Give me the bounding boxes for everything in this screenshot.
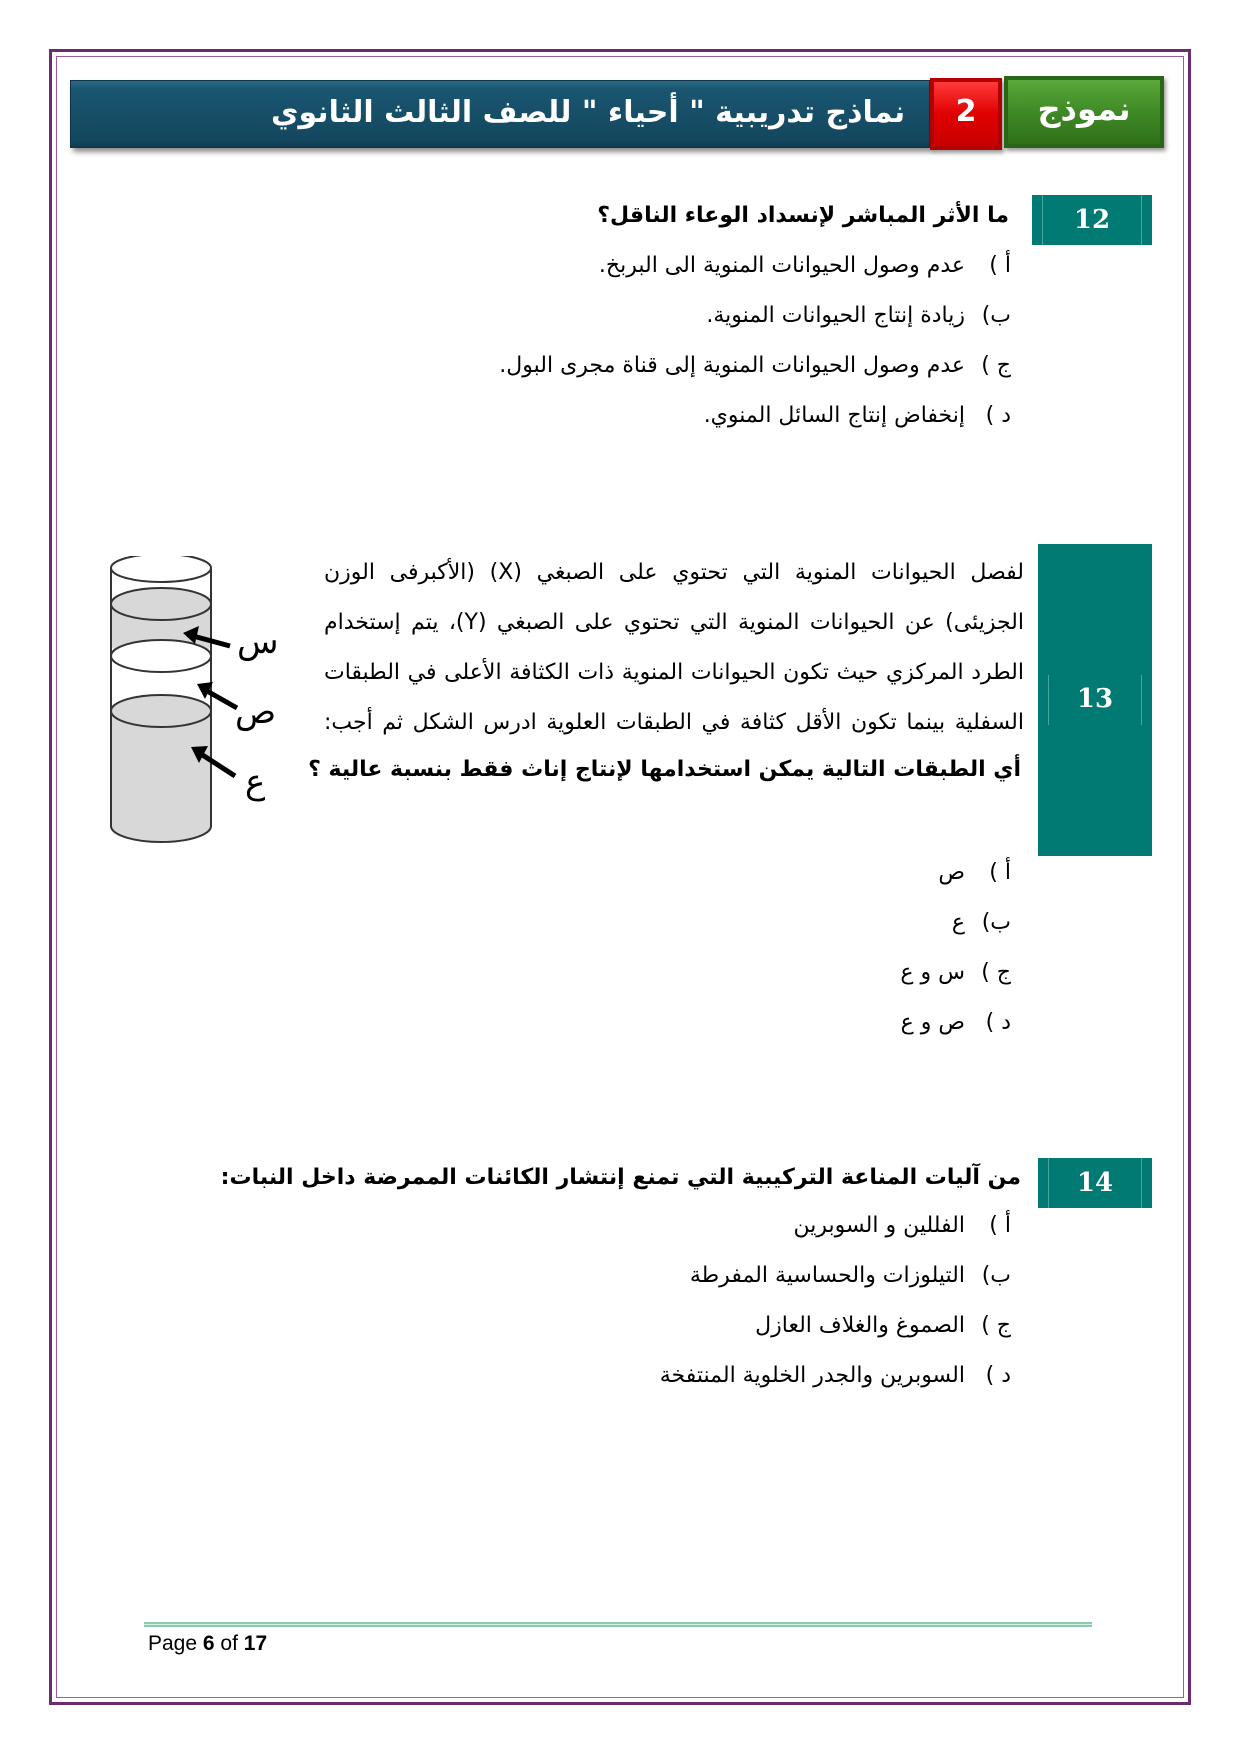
figure-label: ع	[245, 762, 266, 802]
answer-option[interactable]	[704, 403, 1011, 428]
option-letter: د )	[985, 403, 1011, 428]
answer-option[interactable]	[599, 253, 1011, 278]
divider	[1048, 1158, 1049, 1208]
page-indicator	[148, 1632, 267, 1656]
question-paragraph	[324, 548, 1024, 748]
answer-option[interactable]	[690, 1263, 1011, 1288]
option-text: ص و ع	[900, 1010, 965, 1035]
option-text: السوبرين والجدر الخلوية المنتفخة	[659, 1363, 965, 1388]
option-text: س و ع	[900, 960, 965, 985]
answer-option[interactable]	[938, 860, 1011, 885]
model-label-badge	[1004, 76, 1164, 148]
option-letter: أ )	[989, 253, 1011, 278]
option-text: الصموغ والغلاف العازل	[755, 1313, 965, 1338]
header-title-bar	[70, 80, 930, 148]
option-text: ص	[938, 860, 965, 885]
question-number: 12	[1073, 205, 1111, 235]
layer-a-top	[111, 695, 211, 727]
question-number-box	[1032, 195, 1152, 245]
model-label: نموذج	[1037, 90, 1131, 128]
layer-s-top	[111, 588, 211, 620]
page-border-inner	[56, 56, 1184, 1698]
layer-a-fill	[111, 711, 211, 842]
layer-sad-top	[111, 640, 211, 672]
page-prefix: Page	[148, 1632, 198, 1655]
question-number: 14	[1076, 1168, 1114, 1198]
question-number-box	[1038, 544, 1152, 856]
answer-option[interactable]	[794, 1213, 1011, 1238]
question-stem: ما الأثر المباشر لإنسداد الوعاء الناقل؟	[597, 203, 1009, 228]
answer-option[interactable]	[901, 1010, 1011, 1035]
option-letter: ب)	[981, 910, 1011, 935]
option-letter: أ )	[989, 1213, 1011, 1238]
divider	[1141, 1158, 1142, 1208]
answer-option[interactable]	[900, 960, 1011, 985]
option-letter: ج )	[981, 1313, 1011, 1338]
paragraph-line: الطرد المركزي حيث تكون الحيوانات المنوية ذات الكثافة الأعلى في الطبقات	[324, 660, 1024, 685]
paragraph-line: الجزيئى) عن الحيوانات المنوية التي تحتوي على الصبغي (Y)، يتم إستخدام	[324, 610, 1024, 635]
option-text: ع	[951, 910, 965, 935]
option-letter: د )	[985, 1010, 1011, 1035]
header-title: نماذج تدريبية " أحياء " للصف الثالث الثانوي	[271, 95, 906, 130]
tube-top	[111, 556, 211, 582]
answer-option[interactable]	[660, 1363, 1011, 1388]
figure-label: س	[237, 622, 279, 662]
figure-label: ص	[235, 692, 277, 732]
centrifuge-tube-figure	[95, 556, 305, 856]
question-stem: من آليات المناعة التركيبية التي تمنع إنتشار الكائنات الممرضة داخل النبات:	[220, 1165, 1021, 1190]
answer-option[interactable]	[499, 353, 1011, 378]
paragraph-line: لفصل الحيوانات المنوية التي تحتوي على الصبغي (X) (الأكبرفى الوزن	[324, 560, 1024, 585]
answer-option[interactable]	[952, 910, 1011, 935]
option-text: زيادة إنتاج الحيوانات المنوية.	[706, 303, 965, 328]
model-number-badge	[930, 78, 1002, 150]
question-number: 13	[1076, 684, 1114, 714]
option-text: التيلوزات والحساسية المفرطة	[689, 1263, 965, 1288]
answer-option[interactable]	[706, 303, 1011, 328]
option-letter: ج )	[981, 353, 1011, 378]
question-number-box	[1038, 1158, 1152, 1208]
divider	[1141, 195, 1142, 245]
model-number: 2	[955, 94, 977, 129]
answer-option[interactable]	[755, 1313, 1011, 1338]
option-text: إنخفاض إنتاج السائل المنوي.	[703, 403, 965, 428]
option-letter: د )	[985, 1363, 1011, 1388]
option-letter: ب)	[981, 1263, 1011, 1288]
page-of: of	[220, 1632, 238, 1655]
footer-rule	[144, 1622, 1092, 1627]
option-text: الفللين و السوبرين	[793, 1213, 965, 1238]
paragraph-line: السفلية بينما تكون الأقل كثافة في الطبقات العلوية ادرس الشكل ثم أجب:	[324, 710, 1024, 735]
page-total: 17	[243, 1632, 268, 1655]
divider	[1141, 675, 1142, 725]
option-text: عدم وصول الحيوانات المنوية الى البربخ.	[598, 253, 965, 278]
option-letter: ج )	[981, 960, 1011, 985]
option-text: عدم وصول الحيوانات المنوية إلى قناة مجرى البول.	[499, 353, 965, 378]
page-current: 6	[202, 1632, 215, 1655]
question-stem: أي الطبقات التالية يمكن استخدامها لإنتاج إناث فقط بنسبة عالية ؟	[308, 757, 1021, 782]
divider	[1042, 195, 1043, 245]
option-letter: أ )	[989, 860, 1011, 885]
option-letter: ب)	[981, 303, 1011, 328]
